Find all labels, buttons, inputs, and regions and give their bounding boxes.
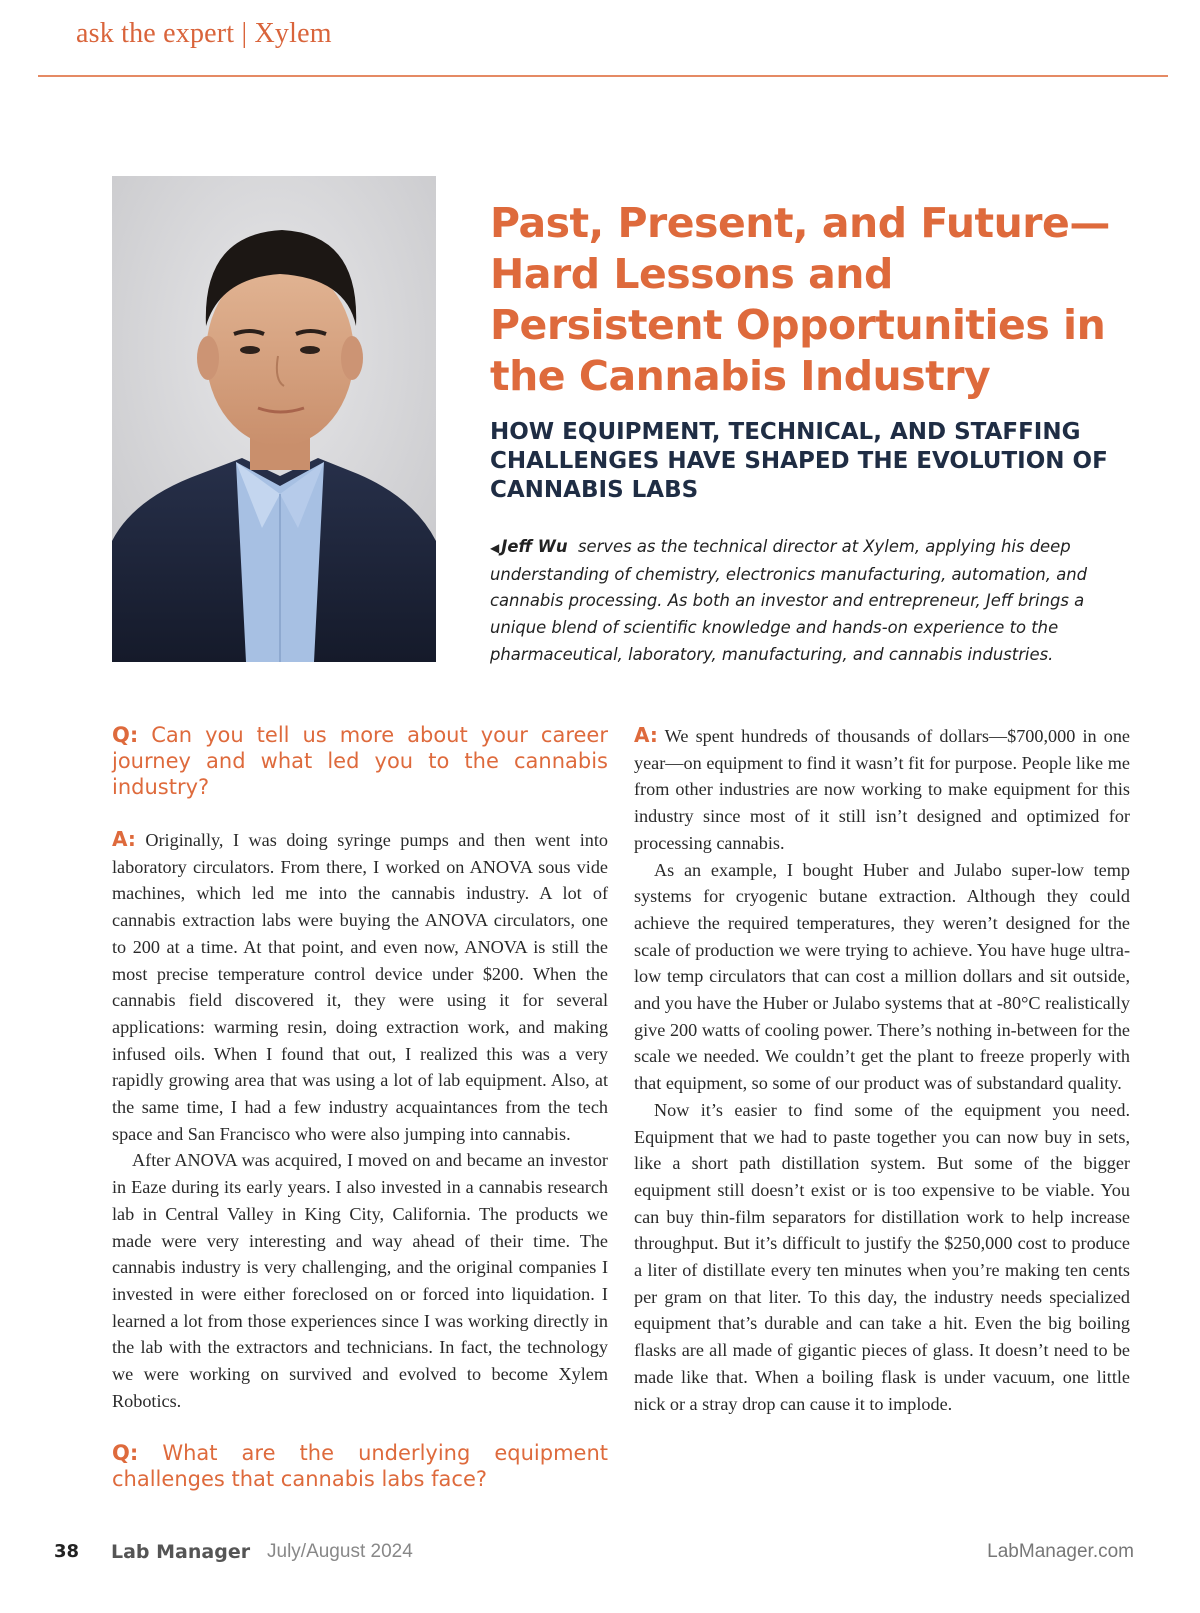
author-name: Jeff Wu xyxy=(501,537,568,556)
article-subtitle: HOW EQUIPMENT, TECHNICAL, AND STAFFING CHALLENGES HAVE SHAPED THE EVOLUTION OF CANNABIS LABS xyxy=(490,419,1108,503)
question-2 xyxy=(112,1440,608,1492)
question-2-text: What are the underlying equipment challenges that cannabis labs face? xyxy=(112,1441,608,1492)
header-rule xyxy=(38,75,1168,77)
author-portrait-photo xyxy=(112,176,436,662)
author-bio xyxy=(490,534,1090,669)
caret-left-icon: ◀ xyxy=(490,541,500,555)
author-bio-text: serves as the technical director at Xylem, applying his deep understanding of chemistry, electronics manufacturing, automation, and cannabis processing. As both an investor and entrepreneur, Jeff brings a unique blend of scientific knowledge and hands-on experience to the pharmaceutical, laboratory, manufacturing, and cannabis industries. xyxy=(490,537,1088,664)
right-column xyxy=(634,722,1130,1417)
answer-label: A: xyxy=(634,723,658,747)
article-title: Past, Present, and Future— Hard Lessons and Persistent Opportunities in the Cannabis Industry xyxy=(490,199,1110,400)
answer-1-paragraph-1 xyxy=(112,826,608,1147)
question-label: Q: xyxy=(112,723,139,747)
answer-1-paragraph-1-text: Originally, I was doing syringe pumps and then went into laboratory circulators. From there, I worked on ANOVA sous vide machines, which led me into the cannabis industry. A lot of cannabis extraction labs were buying the ANOVA circulators, one to 200 at a time. At that point, and even now, ANOVA is still the most precise temperature control device under $200. When the cannabis field discovered it, they were using it for several applications: warming resin, doing extraction work, and making infused oils. When I found that out, I realized this was a very rapidly growing area that was using a lot of lab equipment. Also, at the same time, I had a few industry acquaintances from the tech space and San Francisco who were also jumping into cannabis. xyxy=(112,830,608,1144)
question-label: Q: xyxy=(112,1441,139,1466)
website-url: LabManager.com xyxy=(987,1541,1134,1562)
section-header: ask the expert | Xylem xyxy=(76,18,332,49)
issue-date: July/August 2024 xyxy=(267,1541,413,1562)
left-column xyxy=(112,722,608,1492)
question-1-text: Can you tell us more about your career journey and what led you to the cannabis industry? xyxy=(112,723,608,799)
answer-2-paragraph-1-text: We spent hundreds of thousands of dollars—$700,000 in one year—on equipment to find it wasn’t fit for purpose. People like me from other industries are now working to make equipment for this industry since most of it still isn’t designed and optimized for processing cannabis. xyxy=(634,726,1130,853)
page-number: 38 xyxy=(54,1541,80,1562)
answer-2-paragraph-2: As an example, I bought Huber and Julabo super-low temp systems for cryogenic butane extraction. Although they could achieve the required temperatures, they weren’t designed for the scale of production we were trying to achieve. You have huge ultra-low temp circulators that can cost a million dollars and sit outside, and you have the Huber or Julabo systems that at -80°C realistically give 200 watts of cooling power. There’s nothing in-between for the scale we needed. We couldn’t get the plant to freeze properly with that equipment, so some of our product was of substandard quality. xyxy=(634,859,1130,1094)
question-1 xyxy=(112,722,608,800)
answer-2-paragraph-1 xyxy=(634,722,1130,857)
answer-1-paragraph-2: After ANOVA was acquired, I moved on and became an investor in Eaze during its early years. I also invested in a cannabis research lab in Central Valley in King City, California. The products we made were very interesting and way ahead of their time. The cannabis industry is very challenging, and the original companies I invested in were either foreclosed on or forced into liquidation. I learned a lot from those experiences since I was working directly in the lab with the extractors and technicians. In fact, the technology we were working on survived and evolved to become Xylem Robotics. xyxy=(112,1150,608,1411)
publication-name: Lab Manager xyxy=(111,1541,251,1563)
page-footer xyxy=(0,1541,1200,1571)
answer-2-paragraph-3: Now it’s easier to find some of the equipment you need. Equipment that we had to paste together you can now buy in sets, like a short path distillation system. But some of the bigger equipment still doesn’t exist or is too expensive to be viable. You can buy thin-film separators for distillation work to help increase throughput. But it’s difficult to justify the $250,000 cost to produce a liter of distillate every ten minutes when you’re making ten cents per gram on that liter. To this day, the industry needs specialized equipment that’s durable and can take a hit. Even the big boiling flasks are all made of gigantic pieces of glass. It doesn’t need to be made like that. When a boiling flask is under vacuum, one little nick or a stray drop can cause it to implode. xyxy=(634,1099,1130,1414)
answer-label: A: xyxy=(112,827,136,851)
